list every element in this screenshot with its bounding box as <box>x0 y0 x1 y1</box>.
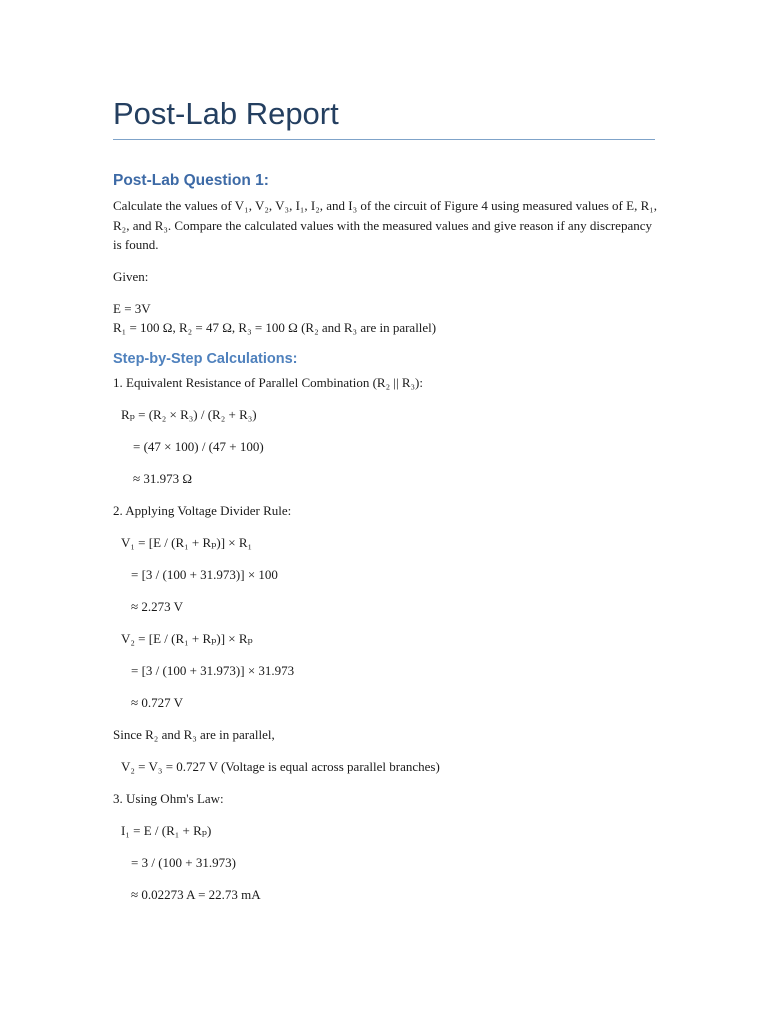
v1-equation-2: = [3 / (100 + 31.973)] × 100 <box>131 567 278 582</box>
i1-equation-2: = 3 / (100 + 31.973) <box>131 855 236 870</box>
v1-equation-1: V₁ = [E / (R₁ + Rₚ)] × R₁ <box>121 535 253 550</box>
rp-equation-3: ≈ 31.973 Ω <box>133 471 193 486</box>
v2-v3-equation: V₂ = V₃ = 0.727 V (Voltage is equal across parallel branches) <box>121 759 440 774</box>
steps-heading: Step-by-Step Calculations: <box>113 351 298 367</box>
rp-equation-2: = (47 × 100) / (47 + 100) <box>133 439 264 454</box>
step2-title: 2. Applying Voltage Divider Rule: <box>113 503 292 518</box>
i1-equation-3: ≈ 0.02273 A = 22.73 mA <box>131 887 261 902</box>
given-label: Given: <box>113 269 149 284</box>
question-text: Calculate the values of V₁, V₂, V₃, I₁, I₂, and I₃ of the circuit of Figure 4 using measured values of E, R₁, R₂, and R₃. Compare the calculated values with the measured values and give reason if any discrepancy is found. <box>113 198 658 252</box>
v2-equation-3: ≈ 0.727 V <box>131 695 184 710</box>
i1-equation-1: I₁ = E / (R₁ + Rₚ) <box>121 823 212 838</box>
v1-equation-3: ≈ 2.273 V <box>131 599 184 614</box>
step1-title: 1. Equivalent Resistance of Parallel Combination (R₂ || R₃): <box>113 375 423 390</box>
v2-equation-2: = [3 / (100 + 31.973)] × 31.973 <box>131 663 295 678</box>
given-e: E = 3V <box>113 301 151 316</box>
rp-equation-1: Rₚ = (R₂ × R₃) / (R₂ + R₃) <box>121 407 257 422</box>
question-heading: Post-Lab Question 1: <box>113 172 269 189</box>
step3-title: 3. Using Ohm's Law: <box>113 791 224 806</box>
page-title: Post-Lab Report <box>113 96 339 131</box>
given-resistors: R₁ = 100 Ω, R₂ = 47 Ω, R₃ = 100 Ω (R₂ and R₃ are in parallel) <box>113 320 437 335</box>
title-underline <box>113 139 655 140</box>
parallel-note: Since R₂ and R₃ are in parallel, <box>113 727 275 742</box>
v2-equation-1: V₂ = [E / (R₁ + Rₚ)] × Rₚ <box>121 631 253 646</box>
